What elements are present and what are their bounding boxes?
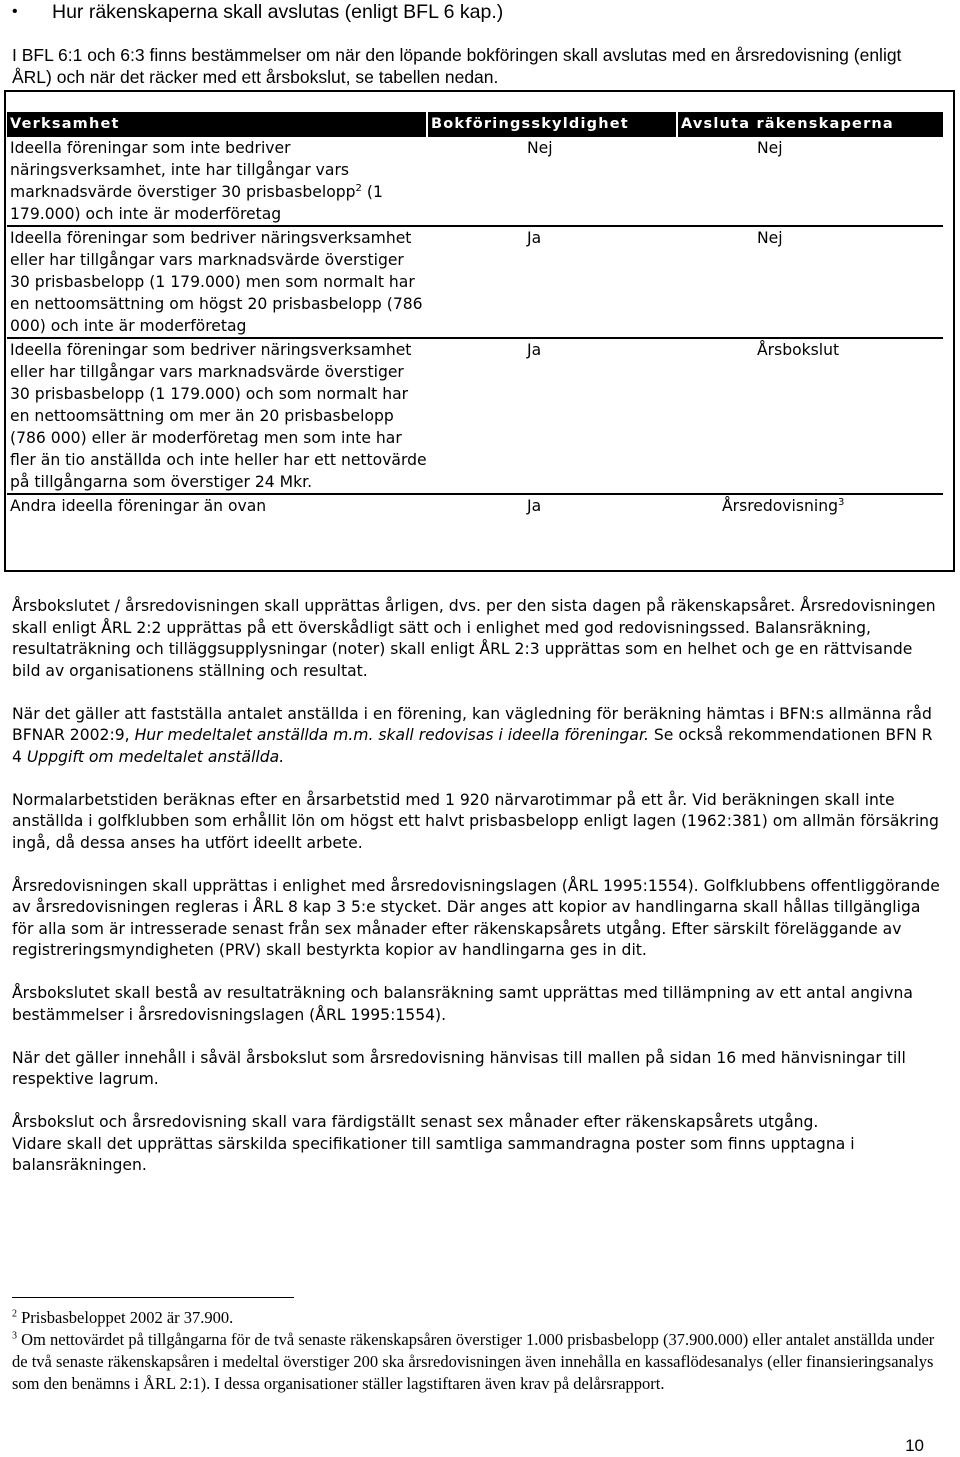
header-avsluta: Avsluta räkenskaperna (677, 112, 943, 137)
footnote-ref: 3 (838, 496, 845, 508)
cell-bokforing: Ja (427, 338, 677, 494)
cell-verksamhet-tail: (1 179.000) och inte är moderföretag (10, 183, 383, 223)
cell-avsluta: Årsbokslut (677, 338, 943, 494)
cell-avsluta: Nej (677, 137, 943, 226)
footnote-divider (12, 1297, 294, 1298)
header-verksamhet: Verksamhet (7, 112, 427, 137)
table-header-row (7, 112, 943, 137)
paragraph: Vidare skall det upprättas särskilda specifikationer till samtliga sammandragna poster som finns upptagna i balansräkningen. (12, 1134, 855, 1174)
footnote (12, 1329, 942, 1395)
paragraph: När det gäller innehåll i såväl årsbokslut som årsredovisning hänvisas till mallen på sidan 16 med hänvisningar till respektive lagrum. (12, 1048, 906, 1088)
paragraph-text: När det gäller att fastställa antalet anställda i en förening, kan vägledning för beräkning hämtas i BFN:s allmänna råd BFNAR 2002:9, (12, 704, 932, 744)
footnote (12, 1307, 942, 1329)
cell-verksamhet (7, 137, 427, 226)
paragraph: Normalarbetstiden beräknas efter en årsarbetstid med 1 920 närvarotimmar på ett år. Vid beräkningen skall inte anställda i golfklubben som erhållit lön om högst ett halvt prisbasbelopp enligt lagen (1962:381) om allmän försäkring ingå, då dessa anses ha utfört ideellt arbete. (12, 790, 939, 852)
paragraph (12, 704, 942, 769)
table-row (7, 338, 943, 494)
footnote-text: Om nettovärdet på tillgångarna för de två senaste räkenskapsåren överstiger 1.000 prisbasbelopp (37.900.000) eller antalet anställda under de två senaste räkenskapsåren i medeltal överstiger 200 ska årsredovisningen även innehålla en kassaflödesanalys (eller finansieringsanalys som den benämns i ÅRL 2:1). I dessa organisationer ställer lagstiftaren även krav på delårsrapport. (12, 1330, 935, 1393)
footnotes (12, 1307, 942, 1395)
header-bokforingsskyldighet: Bokföringsskyldighet (427, 112, 677, 137)
cell-bokforing: Ja (427, 226, 677, 338)
paragraph: Årsbokslutet skall bestå av resultaträkning och balansräkning samt upprättas med tillämpning av ett antal angivna bestämmelser i årsredovisningslagen (ÅRL 1995:1554). (12, 984, 913, 1024)
document-title: Hur medeltalet anställda m.m. skall redovisas i ideella föreningar. (134, 726, 649, 744)
cell-verksamhet-text: Ideella föreningar som inte bedriver näringsverksamhet, inte har tillgångar vars marknadsvärde överstiger 30 prisbasbelopp (10, 139, 356, 201)
cell-avsluta (677, 494, 943, 517)
cell-bokforing: Ja (527, 497, 542, 515)
table-row (7, 226, 943, 338)
paragraph: Årsredovisningen skall upprättas i enlighet med årsredovisningslagen (ÅRL 1995:1554). Golfklubbens offentliggörande av årsredovisningen regleras i ÅRL 8 kap 3 5:e stycket. Där anges att kopior av handlingarna skall hållas tillgängliga för alla som är intresserade senast från sex månader efter räkenskapsårets utgång. Efter särskilt föreläggande av registreringsmyndigheten (PRV) skall bestyrkta kopior av handlingarna ges in dit. (12, 876, 940, 959)
body-text (12, 596, 942, 1198)
accounting-table (7, 112, 943, 517)
page-number: 10 (905, 1436, 924, 1455)
intro-paragraph: I BFL 6:1 och 6:3 finns bestämmelser om när den löpande bokföringen skall avslutas med en årsredovisning (enligt ÅRL) och när det räcker med ett årsbokslut, se tabellen nedan. (12, 45, 902, 87)
footnote-text: Prisbasbeloppet 2002 är 37.900. (21, 1308, 234, 1327)
section-heading-text: Hur räkenskaperna skall avslutas (enligt BFL 6 kap.) (52, 1, 504, 23)
table-row (7, 137, 943, 226)
bullet-icon: • (12, 3, 18, 20)
paragraph: Årsbokslut och årsredovisning skall vara färdigställt senast sex månader efter räkenskapsårets utgång. (12, 1113, 819, 1131)
table-row (7, 494, 943, 517)
cell-verksamhet: Ideella föreningar som bedriver näringsverksamhet eller har tillgångar vars marknadsvärde överstiger 30 prisbasbelopp (1 179.000) och som normalt har en nettoomsättning om mer än 20 prisbasbelopp (786 000) eller är moderföretag men som inte har fler än tio anställda och inte heller har ett nettovärde på tillgångarna som överstiger 24 Mkr. (7, 338, 427, 494)
footnote-ref: 2 (355, 182, 362, 194)
cell-bokforing: Nej (427, 137, 677, 226)
cell-avsluta-text: Årsredovisning (722, 497, 838, 515)
cell-avsluta: Nej (677, 226, 943, 338)
footnote-number: 2 (12, 1308, 17, 1320)
paragraph-text: Se också rekommendationen BFN R 4 (12, 726, 933, 766)
section-heading (12, 0, 503, 24)
footnote-number: 3 (12, 1330, 17, 1342)
document-title: Uppgift om medeltalet anställda. (26, 747, 285, 766)
cell-verksamhet: Ideella föreningar som bedriver näringsverksamhet eller har tillgångar vars marknadsvärde överstiger 30 prisbasbelopp (1 179.000) men som normalt har en nettoomsättning om högst 20 prisbasbelopp (786 000) och inte är moderföretag (7, 226, 427, 338)
cell-verksamhet: Andra ideella föreningar än ovan (10, 497, 267, 515)
paragraph: Årsbokslutet / årsredovisningen skall upprättas årligen, dvs. per den sista dagen på räkenskapsåret. Årsredovisningen skall enligt ÅRL 2:2 upprättas på ett överskådligt sätt och i enlighet med god redovisningssed. Balansräkning, resultaträkning och tilläggsupplysningar (noter) skall enligt ÅRL 2:3 upprättas som en helhet och ge en rättvisande bild av organisationens ställning och resultat. (12, 597, 936, 680)
